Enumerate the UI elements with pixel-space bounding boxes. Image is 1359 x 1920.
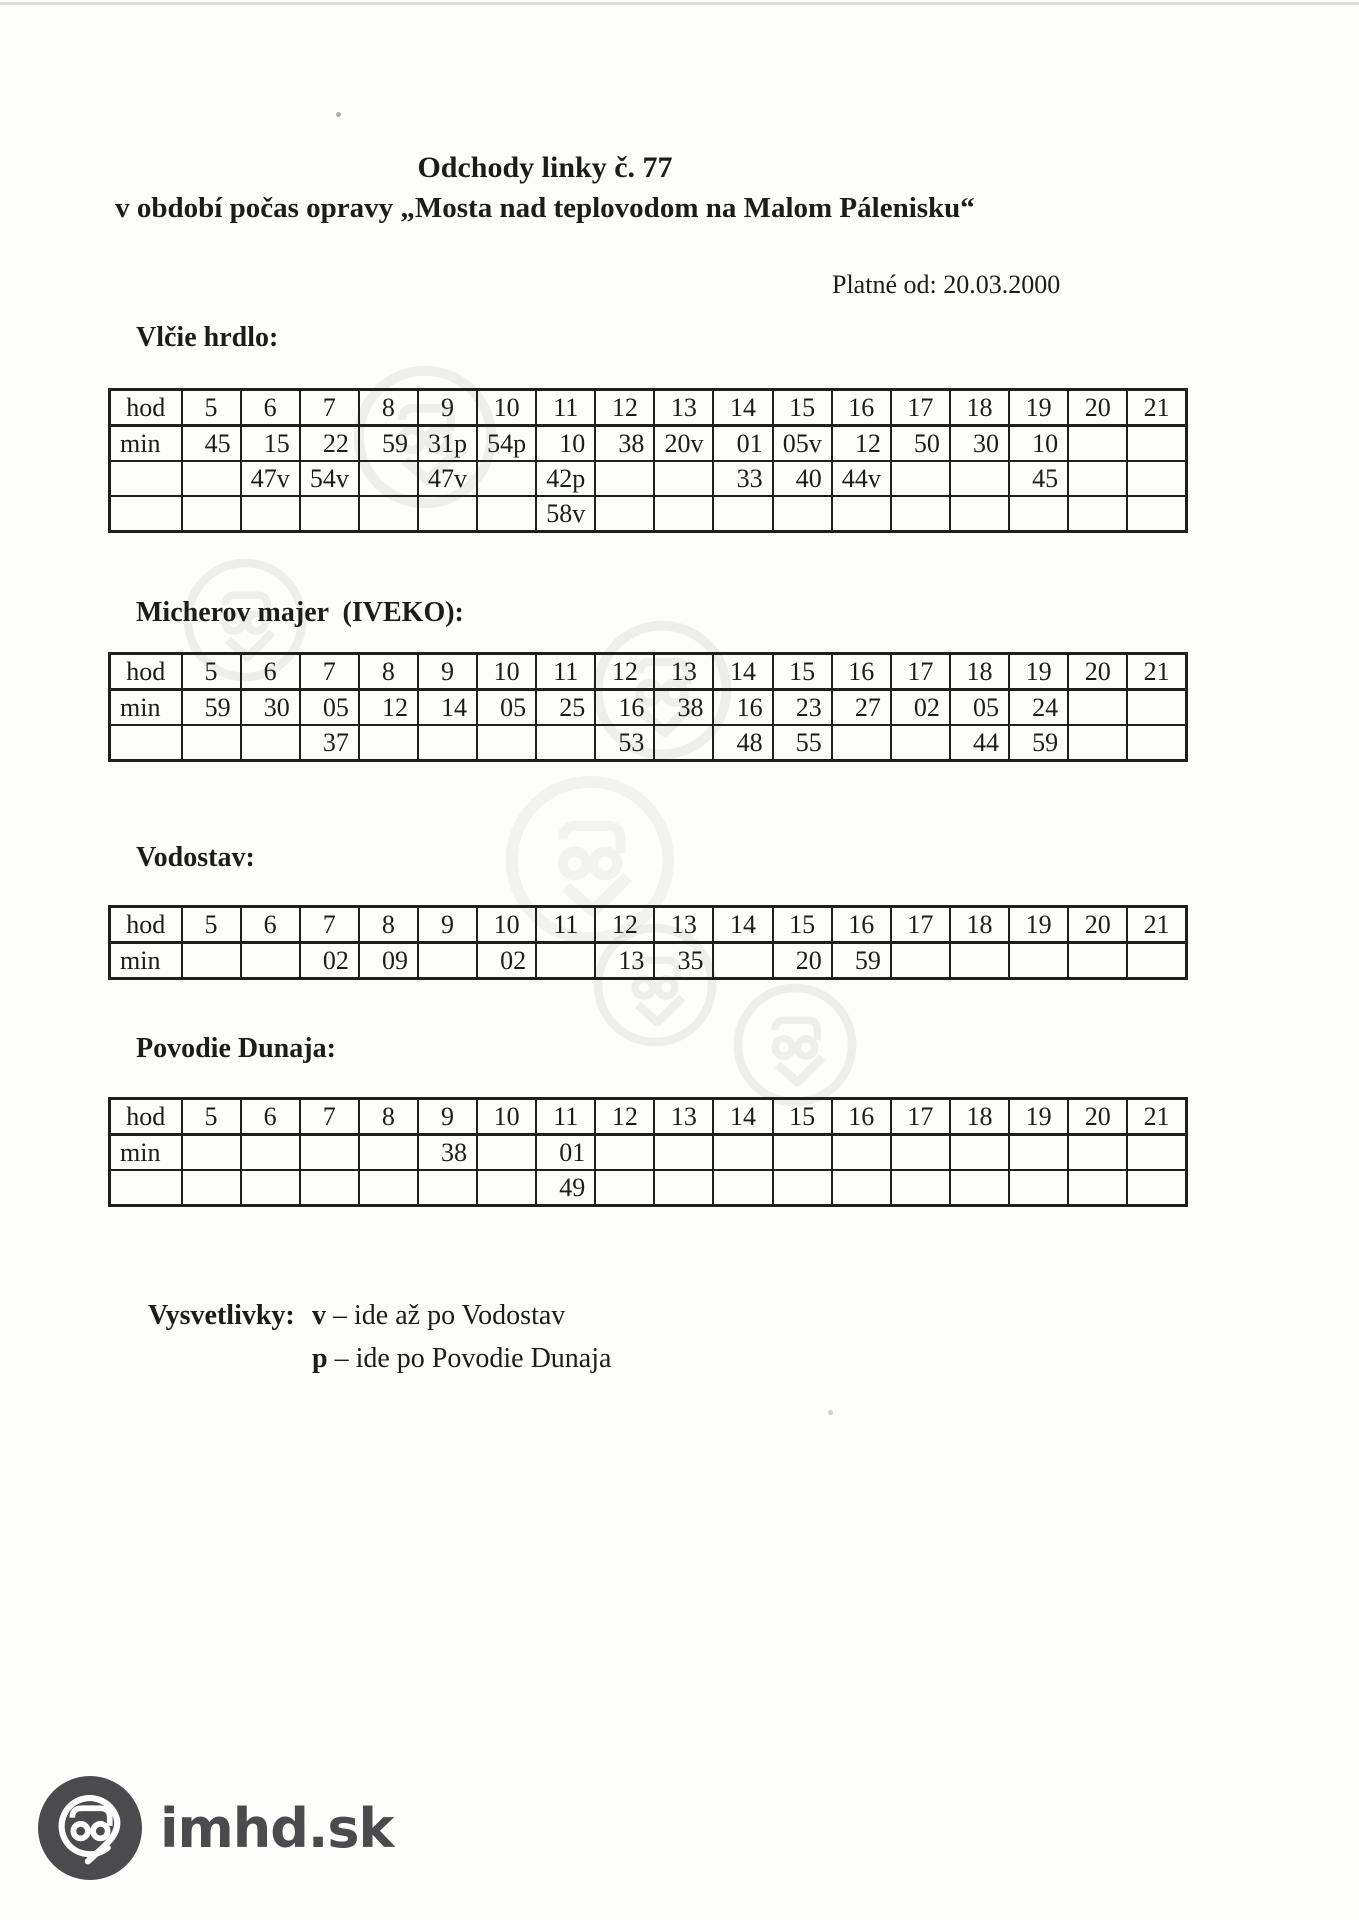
- minute-cell: [713, 1135, 772, 1171]
- legend-text-p: – ide po Povodie Dunaja: [327, 1343, 612, 1374]
- hour-cell: 10: [477, 390, 536, 426]
- hour-cell: 6: [241, 1099, 300, 1135]
- minute-cell: 16: [595, 690, 654, 726]
- legend-text-v: – ide až po Vodostav: [326, 1300, 566, 1331]
- minute-cell: [300, 1135, 359, 1171]
- hour-cell: 11: [536, 907, 595, 943]
- hour-cell: 14: [713, 907, 772, 943]
- minute-cell: 15: [241, 426, 300, 462]
- minute-cell: [654, 461, 713, 496]
- minute-cell: [1127, 725, 1186, 761]
- hour-cell: 17: [891, 654, 950, 690]
- minute-cell: [1127, 690, 1186, 726]
- minute-cell: [182, 725, 241, 761]
- hour-cell: 9: [418, 1099, 477, 1135]
- hour-cell: 5: [182, 654, 241, 690]
- minute-cell: [1068, 1135, 1127, 1171]
- minute-cell: [950, 1170, 1009, 1206]
- minute-cell: 12: [832, 426, 891, 462]
- minute-cell: 10: [1009, 426, 1068, 462]
- minute-cell: [654, 725, 713, 761]
- scan-speck: [828, 1410, 833, 1415]
- scan-edge-artifact: [0, 2, 1359, 5]
- minute-cell: [418, 496, 477, 532]
- minute-cell: 40: [773, 461, 832, 496]
- minute-cell: 54v: [300, 461, 359, 496]
- row-label-hod: hod: [110, 907, 182, 943]
- minute-cell: [241, 496, 300, 532]
- hour-cell: 12: [595, 390, 654, 426]
- hour-cell: 19: [1009, 390, 1068, 426]
- hour-cell: 16: [832, 390, 891, 426]
- minute-cell: [595, 461, 654, 496]
- title-block: [0, 148, 1090, 228]
- hour-cell: 12: [595, 907, 654, 943]
- hour-cell: 16: [832, 1099, 891, 1135]
- hour-cell: 21: [1127, 654, 1186, 690]
- legend-item-p: [312, 1343, 611, 1375]
- minute-cell: 45: [1009, 461, 1068, 496]
- minute-cell: [536, 943, 595, 979]
- minute-cell: 24: [1009, 690, 1068, 726]
- hour-cell: 17: [891, 907, 950, 943]
- minute-cell: [654, 1135, 713, 1171]
- minute-cell: [418, 725, 477, 761]
- minute-cell: 23: [773, 690, 832, 726]
- minute-cell: 09: [359, 943, 418, 979]
- section-title-vodostav: Vodostav:: [136, 842, 255, 873]
- hour-header-row: [110, 654, 1187, 690]
- minute-cell: [1009, 496, 1068, 532]
- minute-cell: 59: [832, 943, 891, 979]
- legend-item-v: [312, 1300, 565, 1332]
- minute-cell: [241, 1135, 300, 1171]
- hour-cell: 17: [891, 390, 950, 426]
- section-title-micherov-majer: Micherov majer (IVEKO):: [136, 597, 464, 628]
- minute-cell: 42p: [536, 461, 595, 496]
- minute-row: [110, 943, 1187, 979]
- hour-cell: 16: [832, 654, 891, 690]
- row-label-empty: [110, 496, 182, 532]
- row-label-hod: hod: [110, 654, 182, 690]
- hour-cell: 5: [182, 390, 241, 426]
- imhd-logo: [38, 1776, 393, 1880]
- minute-cell: 35: [654, 943, 713, 979]
- minute-cell: 30: [950, 426, 1009, 462]
- hour-cell: 16: [832, 907, 891, 943]
- hour-cell: 15: [773, 1099, 832, 1135]
- minute-cell: [477, 1135, 536, 1171]
- hour-cell: 10: [477, 1099, 536, 1135]
- minute-cell: [418, 943, 477, 979]
- minute-cell: 44v: [832, 461, 891, 496]
- hour-cell: 9: [418, 907, 477, 943]
- minute-cell: [891, 461, 950, 496]
- legend-key-v: v: [312, 1300, 326, 1331]
- minute-cell: [359, 461, 418, 496]
- scan-speck: [336, 112, 341, 117]
- minute-cell: [1068, 496, 1127, 532]
- minute-cell: 05: [950, 690, 1009, 726]
- minute-cell: [359, 1135, 418, 1171]
- minute-cell: 01: [713, 426, 772, 462]
- hour-cell: 18: [950, 654, 1009, 690]
- minute-cell: 30: [241, 690, 300, 726]
- hour-cell: 8: [359, 390, 418, 426]
- minute-cell: [1009, 1135, 1068, 1171]
- timetable-vodostav: [108, 905, 1188, 980]
- hour-cell: 19: [1009, 1099, 1068, 1135]
- timetable-vlcie-hrdlo: [108, 388, 1188, 533]
- minute-cell: 22: [300, 426, 359, 462]
- minute-cell: [241, 1170, 300, 1206]
- minute-cell: 49: [536, 1170, 595, 1206]
- hour-cell: 13: [654, 654, 713, 690]
- hour-cell: 6: [241, 390, 300, 426]
- imhd-logo-text: imhd.sk: [160, 1796, 394, 1860]
- minute-cell: [1068, 461, 1127, 496]
- minute-cell: 59: [359, 426, 418, 462]
- hour-cell: 19: [1009, 654, 1068, 690]
- hour-cell: 21: [1127, 1099, 1186, 1135]
- minute-cell: [1127, 461, 1186, 496]
- minute-cell: [418, 1170, 477, 1206]
- minute-cell: [891, 1170, 950, 1206]
- minute-cell: [1068, 725, 1127, 761]
- minute-cell: [359, 496, 418, 532]
- minute-cell: 10: [536, 426, 595, 462]
- minute-cell: [832, 1135, 891, 1171]
- minute-cell: [773, 496, 832, 532]
- hour-cell: 11: [536, 1099, 595, 1135]
- minute-cell: [891, 725, 950, 761]
- minute-cell: [1127, 943, 1186, 979]
- hour-cell: 11: [536, 654, 595, 690]
- minute-cell: [1009, 943, 1068, 979]
- minute-cell: 13: [595, 943, 654, 979]
- timetable-povodie-dunaja: [108, 1097, 1188, 1207]
- hour-cell: 20: [1068, 907, 1127, 943]
- minute-cell: 55: [773, 725, 832, 761]
- minute-cell: [891, 943, 950, 979]
- hour-cell: 6: [241, 907, 300, 943]
- minute-cell: [950, 943, 1009, 979]
- hour-cell: 19: [1009, 907, 1068, 943]
- minute-cell: [1127, 426, 1186, 462]
- minute-cell: [477, 1170, 536, 1206]
- row-label-empty: [110, 725, 182, 761]
- minute-cell: [773, 1135, 832, 1171]
- hour-cell: 18: [950, 907, 1009, 943]
- minute-cell: [477, 725, 536, 761]
- timetable-micherov-majer: [108, 652, 1188, 762]
- hour-cell: 10: [477, 907, 536, 943]
- hour-cell: 14: [713, 654, 772, 690]
- minute-cell: [654, 496, 713, 532]
- hour-cell: 8: [359, 1099, 418, 1135]
- hour-cell: 7: [300, 907, 359, 943]
- hour-cell: 11: [536, 390, 595, 426]
- hour-cell: 7: [300, 390, 359, 426]
- hour-cell: 21: [1127, 907, 1186, 943]
- minute-cell: 38: [595, 426, 654, 462]
- hour-cell: 12: [595, 1099, 654, 1135]
- minute-cell: 47v: [418, 461, 477, 496]
- hour-cell: 7: [300, 1099, 359, 1135]
- minute-cell: [891, 1135, 950, 1171]
- minute-cell: 38: [654, 690, 713, 726]
- minute-cell: [477, 461, 536, 496]
- minute-cell: [1009, 1170, 1068, 1206]
- minute-cell: [713, 943, 772, 979]
- minute-cell: 05v: [773, 426, 832, 462]
- hour-cell: 13: [654, 390, 713, 426]
- minute-cell: [359, 1170, 418, 1206]
- minute-cell: 31p: [418, 426, 477, 462]
- minute-cell: [182, 1170, 241, 1206]
- minute-cell: [832, 725, 891, 761]
- minute-cell: 44: [950, 725, 1009, 761]
- minute-cell: 12: [359, 690, 418, 726]
- hour-cell: 21: [1127, 390, 1186, 426]
- hour-header-row: [110, 907, 1187, 943]
- hour-cell: 6: [241, 654, 300, 690]
- minute-cell: [1127, 496, 1186, 532]
- hour-cell: 14: [713, 390, 772, 426]
- minute-cell: 37: [300, 725, 359, 761]
- minute-cell: [1127, 1135, 1186, 1171]
- minute-cell: 59: [1009, 725, 1068, 761]
- hour-cell: 8: [359, 907, 418, 943]
- hour-cell: 5: [182, 1099, 241, 1135]
- minute-cell: [654, 1170, 713, 1206]
- hour-cell: 10: [477, 654, 536, 690]
- minute-cell: [1068, 426, 1127, 462]
- minute-cell: [241, 943, 300, 979]
- section-title-povodie-dunaja: Povodie Dunaja:: [136, 1033, 336, 1064]
- minute-cell: 02: [300, 943, 359, 979]
- minute-cell: [182, 943, 241, 979]
- minute-row: [110, 426, 1187, 462]
- minute-cell: [595, 1170, 654, 1206]
- minute-cell: [950, 1135, 1009, 1171]
- hour-cell: 7: [300, 654, 359, 690]
- minute-cell: [1068, 1170, 1127, 1206]
- hour-cell: 18: [950, 1099, 1009, 1135]
- minute-cell: 45: [182, 426, 241, 462]
- minute-cell: [950, 461, 1009, 496]
- hour-cell: 18: [950, 390, 1009, 426]
- hour-cell: 17: [891, 1099, 950, 1135]
- minute-cell: [241, 725, 300, 761]
- row-label-hod: hod: [110, 390, 182, 426]
- row-label-min: min: [110, 426, 182, 462]
- minute-cell: [359, 725, 418, 761]
- minute-cell: 20v: [654, 426, 713, 462]
- minute-row: [110, 690, 1187, 726]
- hour-cell: 14: [713, 1099, 772, 1135]
- minute-cell: [182, 496, 241, 532]
- minute-cell: [595, 1135, 654, 1171]
- watermark-logo-icon: [733, 983, 857, 1107]
- minute-cell: 53: [595, 725, 654, 761]
- minute-cell: [773, 1170, 832, 1206]
- hour-cell: 15: [773, 654, 832, 690]
- legend-label: Vysvetlivky:: [148, 1300, 295, 1331]
- minute-cell: [891, 496, 950, 532]
- hour-cell: 12: [595, 654, 654, 690]
- minute-cell: 27: [832, 690, 891, 726]
- minute-cell: 02: [891, 690, 950, 726]
- hour-cell: 13: [654, 1099, 713, 1135]
- minute-cell: [182, 1135, 241, 1171]
- minute-cell: [1127, 1170, 1186, 1206]
- row-label-min: min: [110, 1135, 182, 1171]
- minute-cell: 59: [182, 690, 241, 726]
- row-label-empty: [110, 461, 182, 496]
- section-title-vlcie-hrdlo: Vlčie hrdlo:: [136, 322, 279, 353]
- minute-cell: [182, 461, 241, 496]
- minute-row: [110, 461, 1187, 496]
- minute-cell: 47v: [241, 461, 300, 496]
- valid-from-date: Platné od: 20.03.2000: [832, 270, 1061, 299]
- hour-cell: 20: [1068, 654, 1127, 690]
- minute-cell: 02: [477, 943, 536, 979]
- minute-cell: [1068, 690, 1127, 726]
- minute-row: [110, 1135, 1187, 1171]
- minute-cell: 33: [713, 461, 772, 496]
- row-label-hod: hod: [110, 1099, 182, 1135]
- minute-cell: 14: [418, 690, 477, 726]
- minute-cell: [832, 496, 891, 532]
- minute-cell: [300, 496, 359, 532]
- minute-cell: [832, 1170, 891, 1206]
- minute-row: [110, 1170, 1187, 1206]
- hour-cell: 9: [418, 654, 477, 690]
- row-label-min: min: [110, 690, 182, 726]
- legend-key-p: p: [312, 1343, 328, 1374]
- hour-header-row: [110, 390, 1187, 426]
- minute-cell: [300, 1170, 359, 1206]
- minute-cell: 05: [300, 690, 359, 726]
- page-title: Odchody linky č. 77: [417, 151, 673, 184]
- minute-cell: [1068, 943, 1127, 979]
- minute-cell: [713, 1170, 772, 1206]
- page-subtitle: v období počas opravy „Mosta nad teplovodom na Malom Pálenisku“: [115, 192, 975, 224]
- minute-cell: 54p: [477, 426, 536, 462]
- imhd-logo-icon: [38, 1776, 142, 1880]
- minute-cell: [477, 496, 536, 532]
- minute-cell: 16: [713, 690, 772, 726]
- minute-cell: 05: [477, 690, 536, 726]
- row-label-empty: [110, 1170, 182, 1206]
- minute-cell: [595, 496, 654, 532]
- minute-cell: 48: [713, 725, 772, 761]
- hour-cell: 5: [182, 907, 241, 943]
- minute-cell: [713, 496, 772, 532]
- minute-cell: 50: [891, 426, 950, 462]
- minute-cell: [536, 725, 595, 761]
- minute-cell: 58v: [536, 496, 595, 532]
- hour-cell: 8: [359, 654, 418, 690]
- hour-cell: 13: [654, 907, 713, 943]
- minute-cell: [950, 496, 1009, 532]
- minute-cell: 38: [418, 1135, 477, 1171]
- minute-row: [110, 496, 1187, 532]
- minute-row: [110, 725, 1187, 761]
- minute-cell: 01: [536, 1135, 595, 1171]
- hour-cell: 15: [773, 390, 832, 426]
- hour-cell: 20: [1068, 1099, 1127, 1135]
- hour-cell: 9: [418, 390, 477, 426]
- row-label-min: min: [110, 943, 182, 979]
- hour-header-row: [110, 1099, 1187, 1135]
- minute-cell: 20: [773, 943, 832, 979]
- hour-cell: 15: [773, 907, 832, 943]
- minute-cell: 25: [536, 690, 595, 726]
- hour-cell: 20: [1068, 390, 1127, 426]
